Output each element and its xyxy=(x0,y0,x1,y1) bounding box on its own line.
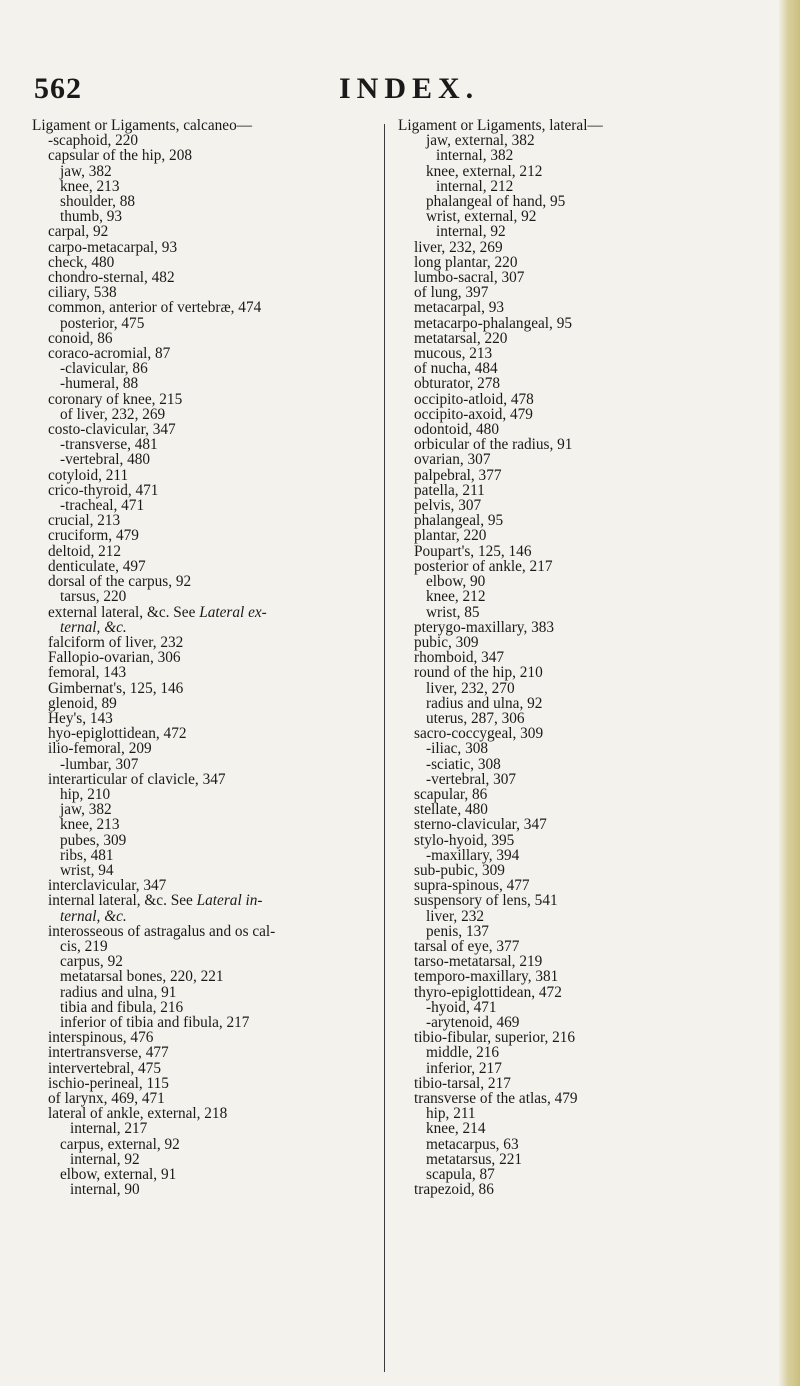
index-entry: pterygo-maxillary, 383 xyxy=(414,618,555,636)
index-entry: metatarsal, 220 xyxy=(414,329,508,347)
index-entry: metacarpo-phalangeal, 95 xyxy=(414,314,572,332)
index-entry: odontoid, 480 xyxy=(414,421,499,439)
index-entry: occipito-atloid, 478 xyxy=(414,390,534,408)
index-column-right xyxy=(398,118,778,1197)
index-entry: trapezoid, 86 xyxy=(414,1181,494,1199)
index-entry: chondro-sternal, 482 xyxy=(48,269,175,287)
index-entry: liver, 232, 269 xyxy=(414,238,503,256)
index-entry: -lumbar, 307 xyxy=(60,755,139,773)
index-entry: metatarsal bones, 220, 221 xyxy=(60,968,224,986)
index-entry: interspinous, 476 xyxy=(48,1029,154,1047)
index-entry: radius and ulna, 92 xyxy=(426,694,543,712)
index-entry: sacro-coccygeal, 309 xyxy=(414,725,544,743)
index-entry: long plantar, 220 xyxy=(414,253,518,271)
index-entry: Gimbernat's, 125, 146 xyxy=(48,679,184,697)
index-entry: mucous, 213 xyxy=(414,345,493,363)
index-entry: external lateral, &c. See Lateral ex- xyxy=(48,603,267,621)
index-entry: lateral of ankle, external, 218 xyxy=(48,1105,228,1123)
page-header xyxy=(0,72,800,112)
index-entry: crucial, 213 xyxy=(48,512,121,530)
index-entry: elbow, external, 91 xyxy=(60,1166,177,1184)
index-entry: stellate, 480 xyxy=(414,801,488,819)
index-entry: transverse of the atlas, 479 xyxy=(414,1090,578,1107)
index-entry: jaw, 382 xyxy=(60,162,112,180)
index-entry: sub-pubic, 309 xyxy=(414,861,505,879)
index-entry: phalangeal, 95 xyxy=(414,512,504,530)
index-entry: -iliac, 308 xyxy=(426,740,489,758)
index-entry: ischio-perineal, 115 xyxy=(48,1074,169,1092)
index-entry: conoid, 86 xyxy=(48,329,113,347)
page-number: 562 xyxy=(34,72,82,105)
index-entry: internal, 382 xyxy=(436,147,514,165)
index-entry: radius and ulna, 91 xyxy=(60,983,177,1001)
index-entry: stylo-hyoid, 395 xyxy=(414,831,515,849)
index-entry: interclavicular, 347 xyxy=(48,877,167,895)
index-entry: internal, 212 xyxy=(436,177,514,195)
index-entry: internal, 217 xyxy=(70,1120,148,1138)
index-entry: liver, 232, 270 xyxy=(426,679,515,697)
index-entry: -tracheal, 471 xyxy=(60,497,145,515)
index-entry: capsular of the hip, 208 xyxy=(48,147,193,165)
index-entry: wrist, 94 xyxy=(60,861,114,879)
index-entry: scapula, 87 xyxy=(426,1166,495,1184)
index-entry: crico-thyroid, 471 xyxy=(48,481,159,499)
index-entry: denticulate, 497 xyxy=(48,557,146,575)
index-entry: deltoid, 212 xyxy=(48,542,122,560)
index-entry: palpebral, 377 xyxy=(414,466,502,484)
index-entry: of liver, 232, 269 xyxy=(60,405,166,423)
index-entry: inferior, 217 xyxy=(426,1059,502,1077)
index-entry: rhomboid, 347 xyxy=(414,649,505,667)
index-entry: inferior of tibia and fibula, 217 xyxy=(60,1013,250,1031)
index-entry: pubes, 309 xyxy=(60,831,127,849)
index-entry: penis, 137 xyxy=(426,922,489,940)
index-entry: obturator, 278 xyxy=(414,375,501,393)
index-entry: orbicular of the radius, 91 xyxy=(414,436,573,454)
index-entry: tarsal of eye, 377 xyxy=(414,937,520,955)
index-entry: tarso-metatarsal, 219 xyxy=(414,953,543,971)
index-entry: suspensory of lens, 541 xyxy=(414,892,558,910)
index-entry: thyro-epiglottidean, 472 xyxy=(414,983,562,1001)
index-entry: -transverse, 481 xyxy=(60,436,158,454)
index-entry: carpal, 92 xyxy=(48,223,109,241)
index-entry: ternal, &c. xyxy=(60,618,127,636)
index-entry: jaw, external, 382 xyxy=(426,132,535,150)
index-entry: sterno-clavicular, 347 xyxy=(414,816,547,834)
index-entry: lumbo-sacral, 307 xyxy=(414,269,525,287)
index-entry: liver, 232 xyxy=(426,907,485,925)
index-entry: Ligament or Ligaments, calcaneo— xyxy=(32,117,253,134)
index-entry: of nucha, 484 xyxy=(414,360,498,378)
index-entry: interarticular of clavicle, 347 xyxy=(48,770,226,788)
index-entry: ternal, &c. xyxy=(60,907,127,925)
index-entry: temporo-maxillary, 381 xyxy=(414,968,559,986)
index-entry: wrist, 85 xyxy=(426,603,480,621)
index-entry: costo-clavicular, 347 xyxy=(48,421,176,439)
index-entry: -scaphoid, 220 xyxy=(48,132,139,150)
index-entry: Hey's, 143 xyxy=(48,709,113,727)
index-entry: metatarsus, 221 xyxy=(426,1150,523,1168)
index-entry: hip, 211 xyxy=(426,1105,476,1123)
column-divider xyxy=(384,124,385,1372)
index-column-left xyxy=(32,118,412,1197)
index-entry: wrist, external, 92 xyxy=(426,208,537,226)
index-entry: ovarian, 307 xyxy=(414,451,491,469)
index-entry: femoral, 143 xyxy=(48,664,127,682)
index-entry: pubic, 309 xyxy=(414,633,479,651)
index-entry: occipito-axoid, 479 xyxy=(414,405,533,423)
index-entry: knee, 213 xyxy=(60,177,120,195)
index-entry: knee, 214 xyxy=(426,1120,486,1138)
index-entry: internal, 92 xyxy=(70,1150,140,1168)
index-entry: ciliary, 538 xyxy=(48,284,117,302)
index-entry: Ligament or Ligaments, lateral— xyxy=(398,117,603,134)
index-entry: plantar, 220 xyxy=(414,527,487,545)
index-entry: coronary of knee, 215 xyxy=(48,390,183,408)
index-entry: internal lateral, &c. See Lateral in- xyxy=(48,892,263,910)
index-entry: knee, 213 xyxy=(60,816,120,834)
index-entry: cruciform, 479 xyxy=(48,527,139,545)
index-entry: posterior, 475 xyxy=(60,314,145,332)
index-entry: Fallopio-ovarian, 306 xyxy=(48,649,181,667)
index-entry: elbow, 90 xyxy=(426,573,486,591)
index-entry: coraco-acromial, 87 xyxy=(48,345,171,363)
index-entry: -hyoid, 471 xyxy=(426,998,497,1016)
index-entry: uterus, 287, 306 xyxy=(426,709,525,727)
index-entry: shoulder, 88 xyxy=(60,193,136,211)
index-entry: pelvis, 307 xyxy=(414,497,482,515)
index-entry: carpo-metacarpal, 93 xyxy=(48,238,178,256)
index-entry: cotyloid, 211 xyxy=(48,466,129,484)
index-entry: internal, 90 xyxy=(70,1181,140,1199)
index-entry: tibia and fibula, 216 xyxy=(60,998,184,1016)
index-entry: check, 480 xyxy=(48,253,115,271)
index-entry: cis, 219 xyxy=(60,937,108,955)
running-head: INDEX. xyxy=(339,72,480,105)
index-entry: of lung, 397 xyxy=(414,284,489,302)
index-entry: ilio-femoral, 209 xyxy=(48,740,152,758)
index-entry: carpus, 92 xyxy=(60,953,123,971)
index-entry: phalangeal of hand, 95 xyxy=(426,193,566,211)
index-entry: intertransverse, 477 xyxy=(48,1044,169,1062)
index-entry: hyo-epiglottidean, 472 xyxy=(48,725,187,743)
index-entry: patella, 211 xyxy=(414,481,485,499)
index-entry: -vertebral, 307 xyxy=(426,770,517,788)
index-entry: thumb, 93 xyxy=(60,208,123,226)
index-entry: falciform of liver, 232 xyxy=(48,633,184,651)
index-entry: scapular, 86 xyxy=(414,785,488,803)
index-entry: dorsal of the carpus, 92 xyxy=(48,573,192,591)
index-entry: intervertebral, 475 xyxy=(48,1059,161,1077)
index-entry: -arytenoid, 469 xyxy=(426,1013,520,1031)
index-entry: interosseous of astragalus and os cal- xyxy=(48,922,276,940)
index-entry: tarsus, 220 xyxy=(60,588,127,606)
index-entry: -humeral, 88 xyxy=(60,375,139,393)
index-entry: Poupart's, 125, 146 xyxy=(414,542,532,560)
index-entry: posterior of ankle, 217 xyxy=(414,557,553,575)
index-entry: of larynx, 469, 471 xyxy=(48,1090,165,1107)
index-entry: knee, external, 212 xyxy=(426,162,543,180)
index-entry: round of the hip, 210 xyxy=(414,664,543,682)
index-entry: jaw, 382 xyxy=(60,801,112,819)
index-entry: -maxillary, 394 xyxy=(426,846,520,864)
index-entry: carpus, external, 92 xyxy=(60,1135,180,1153)
index-entry: -sciatic, 308 xyxy=(426,755,501,773)
index-entry: internal, 92 xyxy=(436,223,506,241)
index-entry: tibio-tarsal, 217 xyxy=(414,1074,511,1092)
index-entry: -vertebral, 480 xyxy=(60,451,151,469)
index-entry: middle, 216 xyxy=(426,1044,500,1062)
page-edge xyxy=(778,0,800,1386)
index-entry: glenoid, 89 xyxy=(48,694,117,712)
index-entry: -clavicular, 86 xyxy=(60,360,148,378)
index-entry: metacarpal, 93 xyxy=(414,299,505,317)
index-entry: hip, 210 xyxy=(60,785,111,803)
index-entry: common, anterior of vertebræ, 474 xyxy=(48,299,262,317)
index-entry: tibio-fibular, superior, 216 xyxy=(414,1029,576,1047)
index-entry: knee, 212 xyxy=(426,588,486,606)
index-entry: metacarpus, 63 xyxy=(426,1135,519,1153)
index-entry: supra-spinous, 477 xyxy=(414,877,530,895)
index-entry: ribs, 481 xyxy=(60,846,114,864)
